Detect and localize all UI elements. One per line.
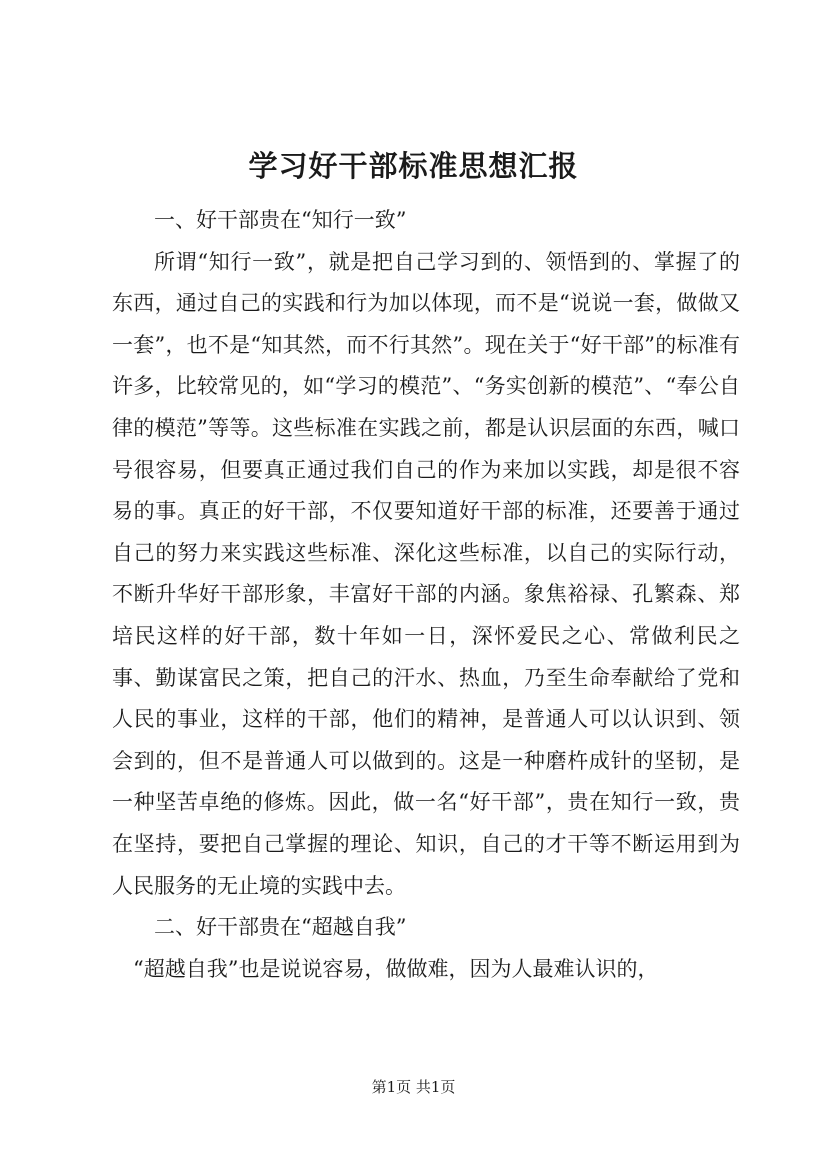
section-heading-1: 一、好干部贵在“知行一致” xyxy=(154,208,407,232)
paragraph-1: 所谓“知行一致”，就是把自己学习到的、领悟到的、掌握了的东西，通过自己的实践和行为加以体现，而不是“说说一套，做做又一套”，也不是“知其然，而不行其然”。现在关于“好干部”的标准有许多，比较常见的，如“学习的模范”、“务实创新的模范”、“奉公自律的模范”等等。这些标准在实践之前，都是认识层面的东西，喊口号很容易，但要真正通过我们自己的作为来加以实践，却是很不容易的事。真正的好干部，不仅要知道好干部的标准，还要善于通过自己的努力来实践这些标准、深化这些标准，以自己的实际行动，不断升华好干部形象，丰富好干部的内涵。象焦裕禄、孔繁森、郑培民这样的好干部，数十年如一日，深怀爱民之心、常做利民之事、勤谋富民之策，把自己的汗水、热血，乃至生命奉献给了党和人民的事业，这样的干部，他们的精神，是普通人可以认识到、领会到的，但不是普通人可以做到的。这是一种磨杵成针的坚韧，是一种坚苦卓绝的修炼。因此，做一名“好干部”，贵在知行一致，贵在坚持，要把自己掌握的理论、知识，自己的才干等不断运用到为人民服务的无止境的实践中去。 xyxy=(112,249,740,898)
paragraph-2: “超越自我”也是说说容易，做做难，因为人最难认识的， xyxy=(133,956,659,981)
page-footer: 第1页 共1页 xyxy=(371,1078,456,1096)
document-title: 学习好干部标准思想汇报 xyxy=(248,149,579,183)
document-body xyxy=(112,200,740,990)
section-heading-2: 二、好干部贵在“超越自我” xyxy=(154,915,407,940)
